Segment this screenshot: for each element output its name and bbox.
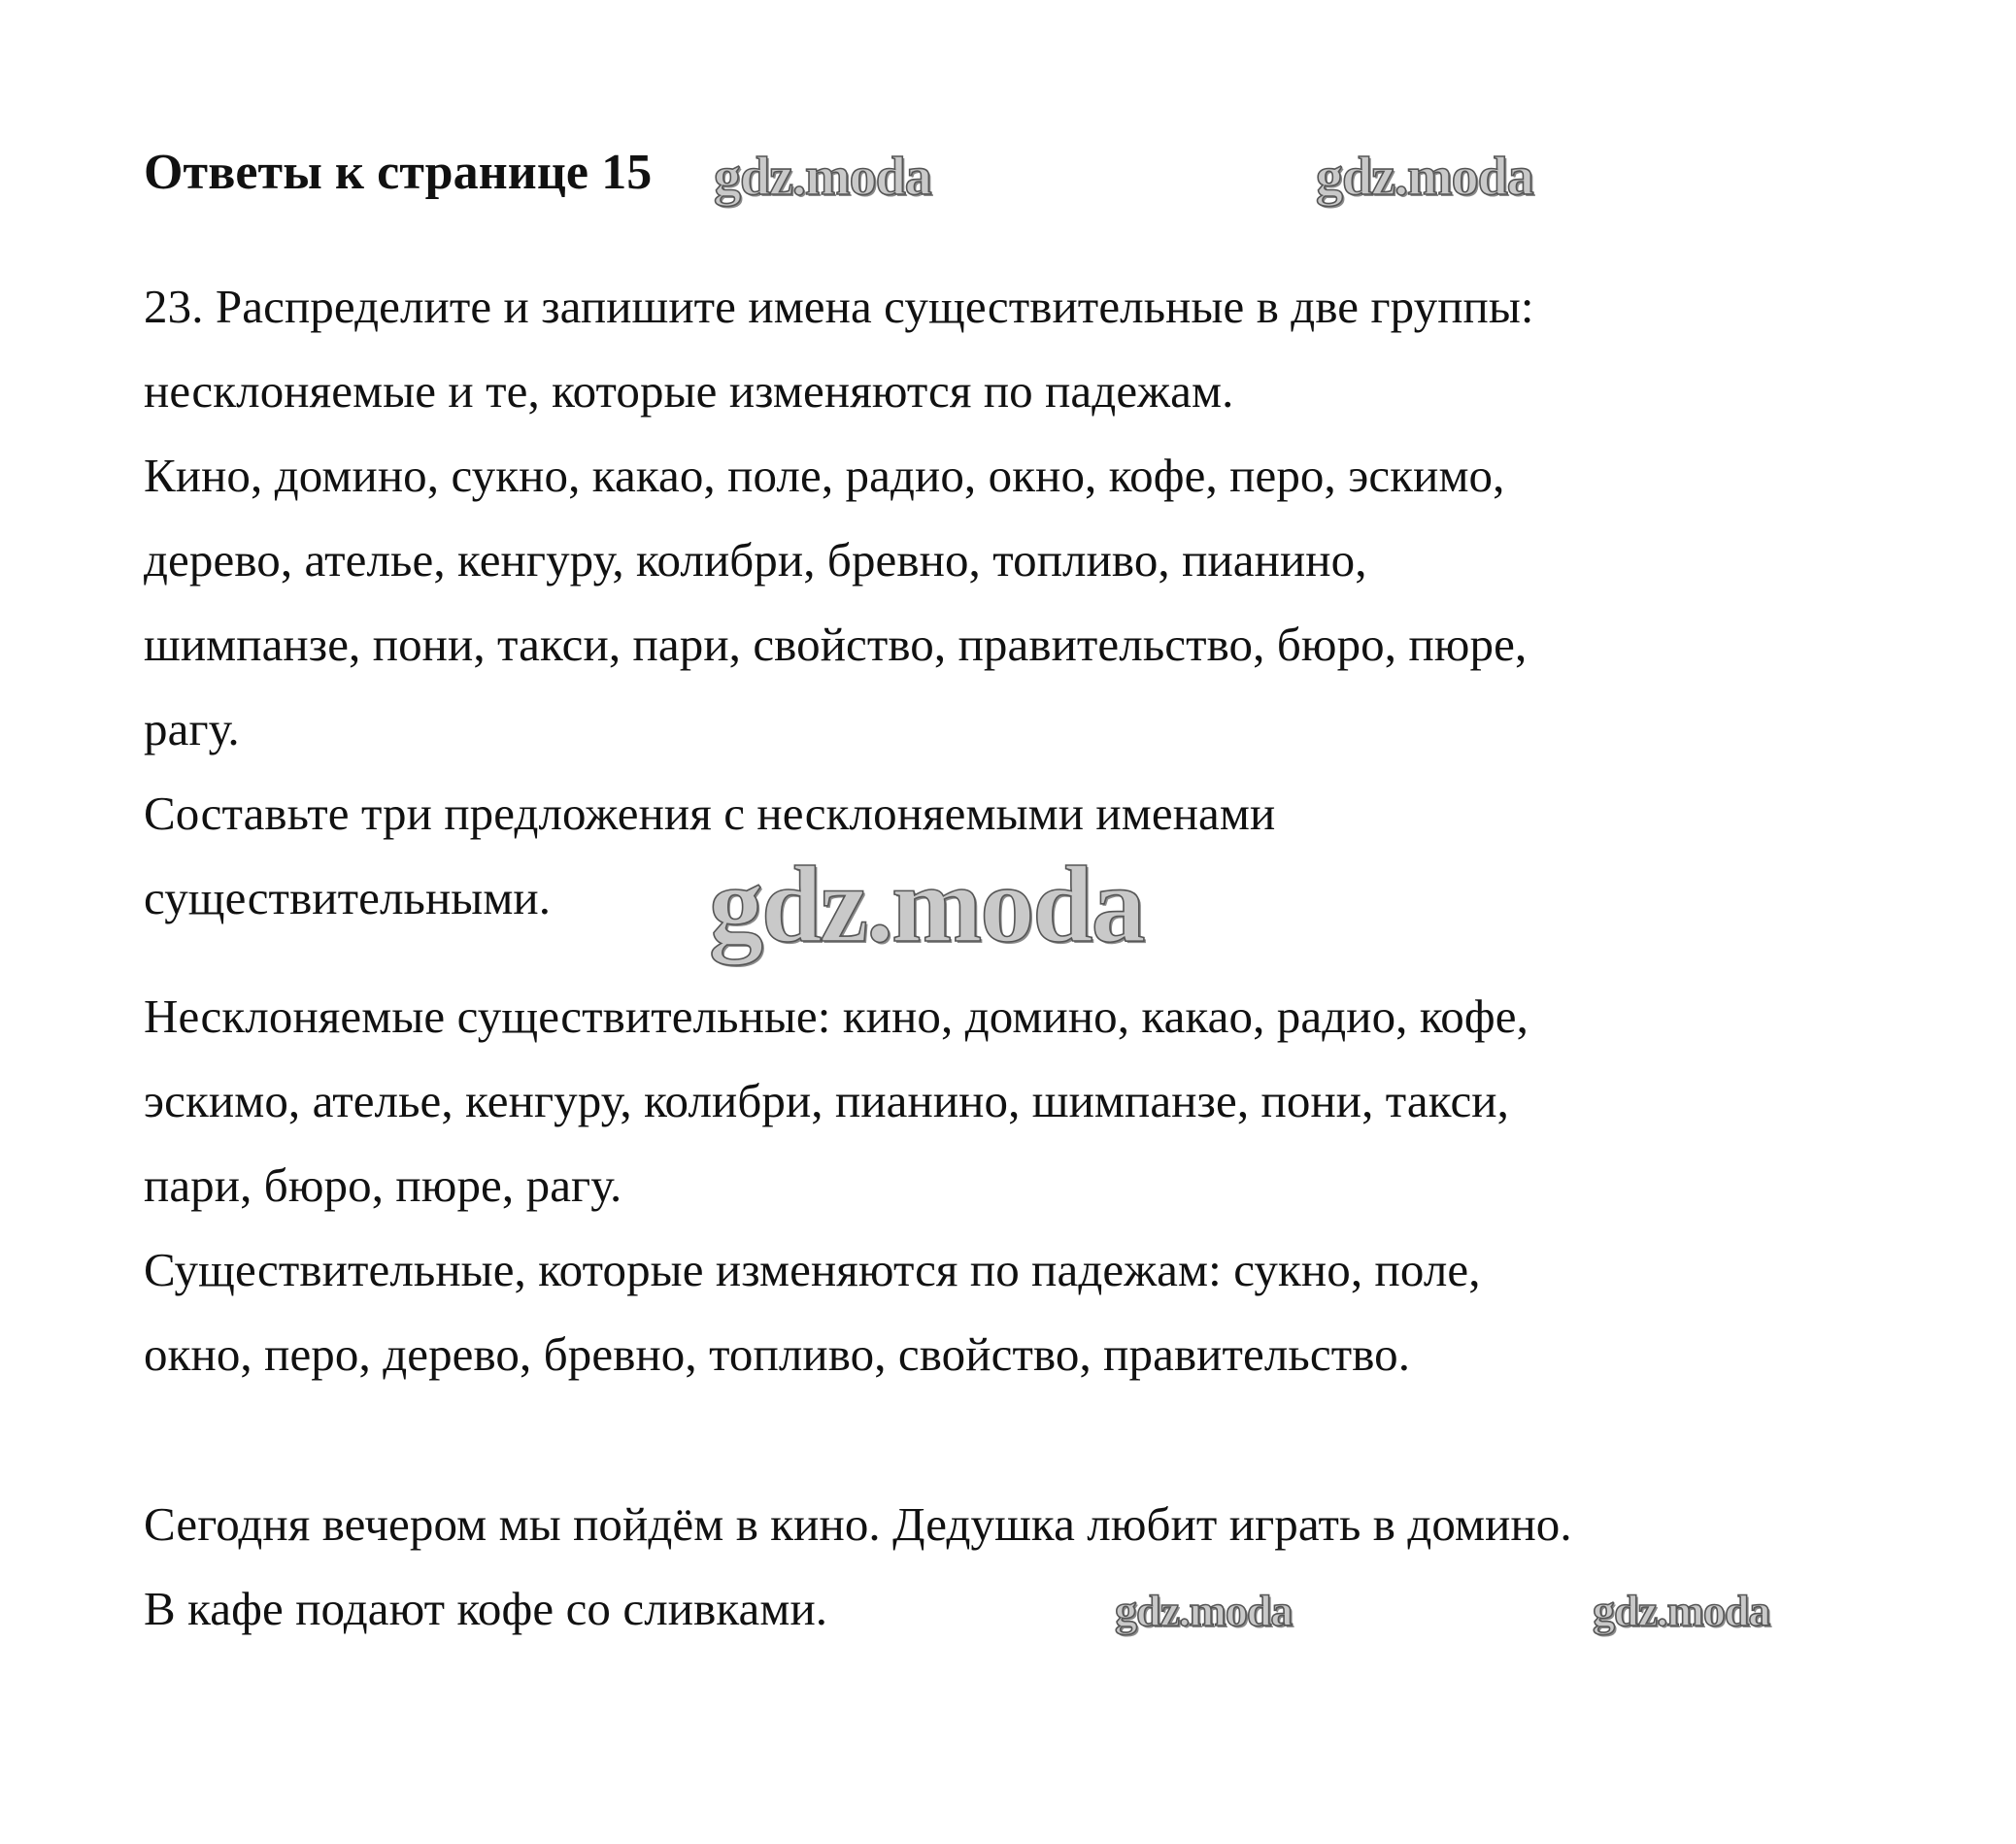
- task-line: существительными.: [144, 871, 552, 924]
- watermark-logo: gdz.moda: [1316, 147, 1533, 207]
- answer-line: окно, перо, дерево, бревно, топливо, свойство, правительство.: [144, 1327, 1411, 1381]
- answer-line: эскимо, ателье, кенгуру, колибри, пианино, шимпанзе, пони, такси,: [144, 1074, 1509, 1127]
- answer-line: Несклоняемые существительные: кино, домино, какао, радио, кофе,: [144, 989, 1529, 1043]
- task-line: Составьте три предложения с несклоняемыми именами: [144, 787, 1276, 840]
- task-line: шимпанзе, пони, такси, пари, свойство, правительство, бюро, пюре,: [144, 618, 1528, 671]
- task-line: дерево, ателье, кенгуру, колибри, бревно, топливо, пианино,: [144, 533, 1367, 587]
- sentence-line: Сегодня вечером мы пойдём в кино. Дедушка любит играть в домино.: [144, 1497, 1572, 1551]
- watermark-logo: gdz.moda: [1593, 1586, 1770, 1635]
- answer-line: пари, бюро, пюре, рагу.: [144, 1158, 622, 1212]
- task-line: рагу.: [144, 702, 240, 755]
- sentence-line: В кафе подают кофе со сливками.: [144, 1582, 828, 1635]
- watermark-logo: gdz.moda: [1115, 1586, 1293, 1635]
- task-line: Кино, домино, сукно, какао, поле, радио, окно, кофе, перо, эскимо,: [144, 449, 1505, 502]
- watermark-logo: gdz.moda: [709, 845, 1144, 965]
- page-heading: Ответы к странице 15: [144, 145, 653, 200]
- task-line: 23. Распределите и запишите имена существительные в две группы:: [144, 280, 1534, 333]
- task-line: несклоняемые и те, которые изменяются по падежам.: [144, 364, 1234, 418]
- answer-line: Существительные, которые изменяются по падежам: сукно, поле,: [144, 1243, 1481, 1296]
- watermark-logo: gdz.moda: [714, 147, 931, 207]
